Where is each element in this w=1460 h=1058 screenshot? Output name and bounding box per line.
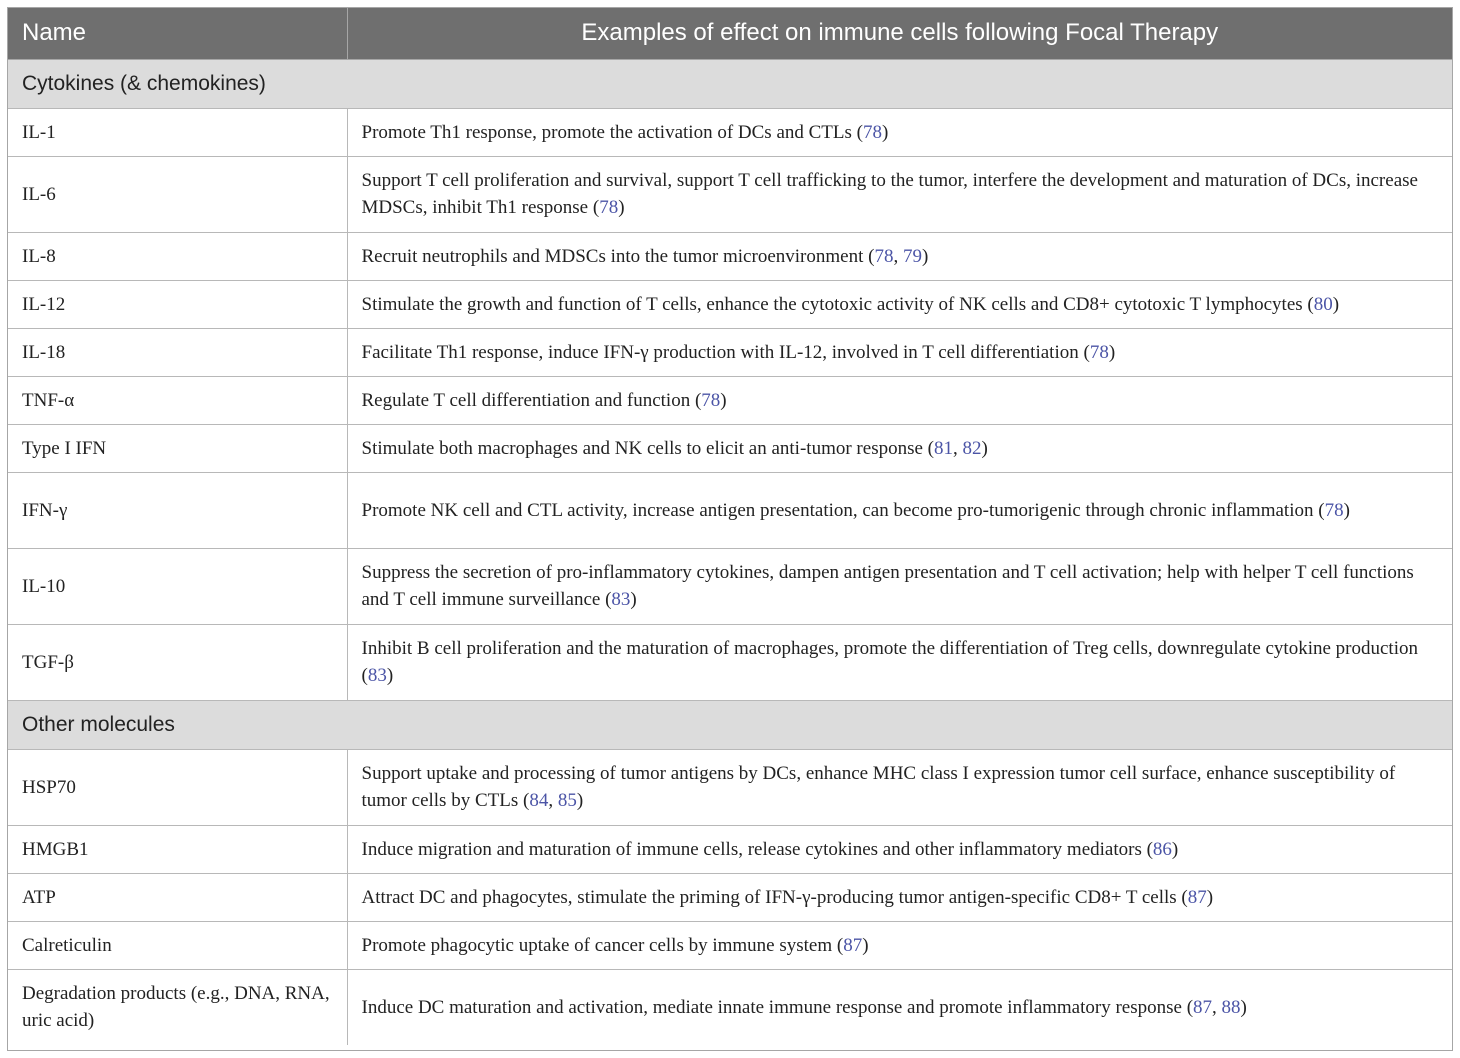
reference-link[interactable]: 87 (1187, 886, 1207, 908)
table-header-row (8, 8, 1452, 59)
table-row (8, 825, 1452, 873)
reference-link[interactable]: 78 (874, 245, 894, 267)
reference-link[interactable]: 82 (962, 437, 982, 459)
molecule-name: IL-1 (8, 108, 347, 156)
table-row (8, 424, 1452, 472)
immune-effects-table-frame (7, 7, 1453, 1051)
reference-link[interactable]: 86 (1152, 838, 1172, 860)
reference-link[interactable]: 78 (862, 121, 882, 143)
section-title: Cytokines (& chemokines) (8, 59, 1452, 108)
effect-text-tail: ) (981, 437, 988, 459)
effect-description (347, 873, 1452, 921)
effect-text-tail: ) (720, 389, 727, 411)
table-row (8, 749, 1452, 825)
table-row (8, 280, 1452, 328)
effect-description: Recruit neutrophils and MDSCs into the tumor microenvironment (78, 79) (347, 232, 1452, 280)
table-row (8, 108, 1452, 156)
effect-description (347, 376, 1452, 424)
reference-link[interactable]: 87 (1193, 996, 1213, 1018)
molecule-name: ATP (8, 873, 347, 921)
molecule-name: TGF-β (8, 624, 347, 700)
effect-description: Stimulate both macrophages and NK cells to elicit an anti-tumor response (81, 82) (347, 424, 1452, 472)
effect-description (347, 108, 1452, 156)
molecule-name: Calreticulin (8, 921, 347, 969)
effect-text-tail: ) (921, 245, 929, 267)
effect-text: Inhibit B cell proliferation and the maturation of macrophages, promote the differentiation of Treg cells, downregulate cytokine production ( (361, 638, 1418, 686)
effect-text: Stimulate both macrophages and NK cells to elicit an anti-tumor response ( (361, 437, 934, 459)
molecule-name: Type I IFN (8, 424, 347, 472)
effect-text: Stimulate the growth and function of T cells, enhance the cytotoxic activity of NK cells and CD8+ cytotoxic T lymphocytes ( (361, 293, 1314, 315)
effect-text-tail: ) (386, 665, 394, 686)
effect-description (347, 280, 1452, 328)
effect-text-tail: ) (630, 589, 637, 610)
molecule-name: HMGB1 (8, 825, 347, 873)
table-row (8, 624, 1452, 700)
effect-description: Support uptake and processing of tumor antigens by DCs, enhance MHC class I expression tumor cell surface, enhance susceptibility of tumor cells by CTLs (84, 85) (347, 749, 1452, 825)
reference-link[interactable]: 80 (1313, 293, 1333, 315)
section-row (8, 700, 1452, 749)
effect-text-tail: ) (576, 790, 584, 811)
reference-link[interactable]: 84 (529, 790, 549, 811)
reference-link[interactable]: 78 (1089, 341, 1109, 363)
effect-text: Regulate T cell differentiation and function ( (361, 389, 702, 411)
molecule-name: IFN-γ (8, 472, 347, 548)
molecule-name: IL-8 (8, 232, 347, 280)
molecule-name: TNF-α (8, 376, 347, 424)
effect-text: Support uptake and processing of tumor antigens by DCs, enhance MHC class I expression tumor cell surface, enhance susceptibility of tumor cells by CTLs ( (361, 763, 1396, 811)
reference-link[interactable]: 85 (557, 790, 577, 811)
effect-text-tail: ) (618, 197, 625, 218)
reference-link[interactable]: 78 (1324, 499, 1344, 521)
reference-link[interactable]: 83 (611, 589, 631, 610)
table-row (8, 969, 1452, 1045)
effect-description (347, 328, 1452, 376)
effect-text: Promote phagocytic uptake of cancer cells by immune system ( (361, 934, 844, 956)
molecule-name: HSP70 (8, 749, 347, 825)
molecule-name: IL-6 (8, 156, 347, 232)
effect-description (347, 825, 1452, 873)
molecule-name: Degradation products (e.g., DNA, RNA, uric acid) (8, 969, 347, 1045)
effect-text: Induce migration and maturation of immune cells, release cytokines and other inflammatory mediators ( (361, 838, 1153, 860)
table-row (8, 472, 1452, 548)
reference-link[interactable]: 81 (934, 437, 953, 459)
reference-link[interactable]: 79 (902, 245, 922, 267)
table-row (8, 232, 1452, 280)
effect-text: Recruit neutrophils and MDSCs into the tumor microenvironment ( (361, 245, 875, 267)
table-row (8, 873, 1452, 921)
column-header-name: Name (8, 8, 347, 59)
effect-text-tail: ) (1332, 293, 1340, 315)
effect-description: Induce DC maturation and activation, mediate innate immune response and promote inflammatory response (87, 88) (361, 996, 1247, 1018)
molecule-name: IL-18 (8, 328, 347, 376)
section-title: Other molecules (8, 700, 1452, 749)
effect-description (347, 624, 1452, 700)
effect-text: Attract DC and phagocytes, stimulate the priming of IFN-γ-producing tumor antigen-specific CD8+ T cells ( (361, 886, 1188, 908)
effect-description (347, 472, 1452, 548)
effect-description (347, 156, 1452, 232)
effect-description (347, 921, 1452, 969)
reference-link[interactable]: 88 (1221, 996, 1241, 1018)
effect-text-tail: ) (1206, 886, 1214, 908)
effect-description (347, 548, 1452, 624)
molecule-name: IL-10 (8, 548, 347, 624)
effect-text-tail: ) (1171, 838, 1179, 860)
effect-text-tail: ) (862, 934, 869, 956)
section-row (8, 59, 1452, 108)
effect-text-tail: ) (1343, 499, 1350, 521)
effect-text: Suppress the secretion of pro-inflammatory cytokines, dampen antigen presentation and T cell activation; help with helper T cell functions and T cell immune surveillance ( (361, 562, 1414, 610)
reference-link[interactable]: 78 (599, 197, 619, 218)
effect-text: Induce DC maturation and activation, mediate innate immune response and promote inflammatory response ( (361, 996, 1194, 1018)
effect-text: Promote Th1 response, promote the activation of DCs and CTLs ( (361, 121, 863, 143)
table-row (8, 376, 1452, 424)
effect-text: Facilitate Th1 response, induce IFN-γ production with IL-12, involved in T cell differentiation ( (361, 341, 1090, 363)
table-row (8, 921, 1452, 969)
molecule-name: IL-12 (8, 280, 347, 328)
effect-text-tail: ) (1108, 341, 1116, 363)
effect-text: Support T cell proliferation and survival, support T cell trafficking to the tumor, interfere the development and maturation of DCs, increase MDSCs, inhibit Th1 response ( (361, 170, 1418, 218)
table-row (8, 328, 1452, 376)
effect-text-tail: ) (881, 121, 889, 143)
reference-link[interactable]: 87 (843, 934, 863, 956)
table-body (8, 59, 1452, 1045)
table-row (8, 548, 1452, 624)
reference-link[interactable]: 83 (367, 665, 387, 686)
column-header-examples: Examples of effect on immune cells following Focal Therapy (347, 8, 1452, 59)
effect-text-tail: ) (1240, 996, 1247, 1018)
immune-effects-table (8, 8, 1452, 1045)
effect-text: Promote NK cell and CTL activity, increase antigen presentation, can become pro-tumorigenic through chronic inflammation ( (361, 499, 1325, 521)
table-row (8, 156, 1452, 232)
reference-link[interactable]: 78 (701, 389, 721, 411)
